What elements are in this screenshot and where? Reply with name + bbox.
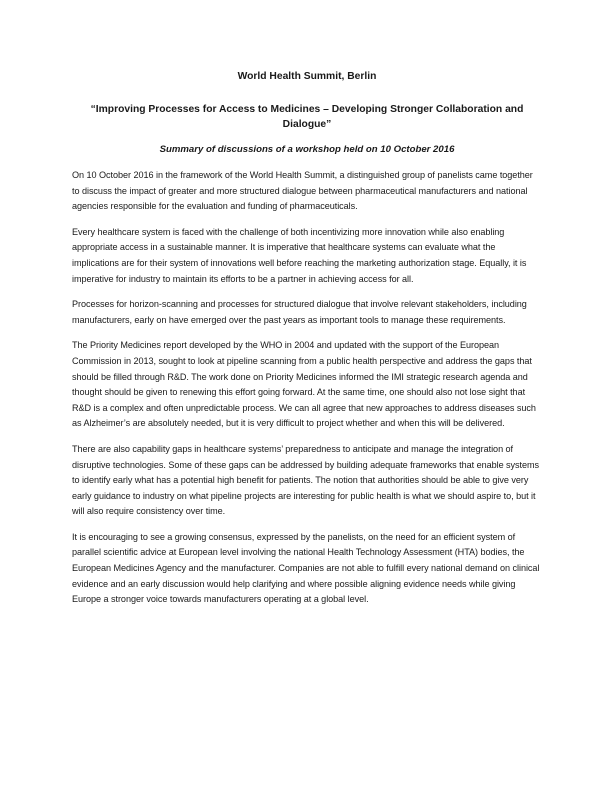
paragraph: Processes for horizon-scanning and processes for structured dialogue that involve relevant stakeholders, including manufacturers, early on have emerged over the past years as important tools to manage these requirements. bbox=[72, 299, 527, 325]
paragraph: The Priority Medicines report developed by the WHO in 2004 and updated with the support of the European Commission in 2013, sought to look at pipeline scanning from a public health perspective and address the gaps that should be filled through R&D. The work done on Priority Medicines informed the IMI strategic research agenda and thought should be given to renewing this effort going forward. At the same time, one should also not lose sight that R&D is a complex and often unpredictable process. We can all agree that new approaches to address diseases such as Alzheimer’s are absolutely needed, but it is very difficult to project whether and when this will be delivered. bbox=[72, 340, 536, 429]
paragraph: On 10 October 2016 in the framework of the World Health Summit, a distinguished group of panelists came together to discuss the impact of greater and more structured dialogue between pharmaceutical manufacturers and national agencies responsible for the evaluation and funding of pharmaceuticals. bbox=[72, 170, 533, 212]
paragraph: Every healthcare system is faced with the challenge of both incentivizing more innovation while also enabling appropriate access in a sustainable manner. It is imperative that healthcare systems can evaluate what the implications are for their system of innovations well before reaching the marketing authorization stage. Equally, it is imperative for industry to maintain its efforts to be a partner in achieving access for all. bbox=[72, 226, 527, 284]
paragraph: There are also capability gaps in healthcare systems’ preparedness to anticipate and manage the integration of disruptive technologies. Some of these gaps can be addressed by building adequate frameworks that enable systems to identify early what has a potential high benefit for patients. The notion that authorities should be able to give very early guidance to industry on what pipeline projects are interesting for public health is what we should aspire to, but it will also require consistency over time. bbox=[72, 443, 540, 517]
paragraph: It is encouraging to see a growing consensus, expressed by the panelists, on the need for an efficient system of parallel scientific advice at European level involving the national Health Technology Assessment (HTA) bodies, the European Medicines Agency and the manufacturer. Companies are not able to fulfill every national demand on clinical evidence and an early discussion would help clarifying and where possible aligning evidence needs while giving Europe a stronger voice towards manufacturers operating at a global level. bbox=[72, 531, 540, 605]
document-subtitle: “Improving Processes for Access to Medicines – Developing Stronger Collaboration and Dialogue” bbox=[90, 104, 524, 130]
document-title: World Health Summit, Berlin bbox=[237, 71, 377, 82]
summary-line: Summary of discussions of a workshop held on 10 October 2016 bbox=[159, 144, 455, 155]
document-body bbox=[72, 70, 542, 608]
